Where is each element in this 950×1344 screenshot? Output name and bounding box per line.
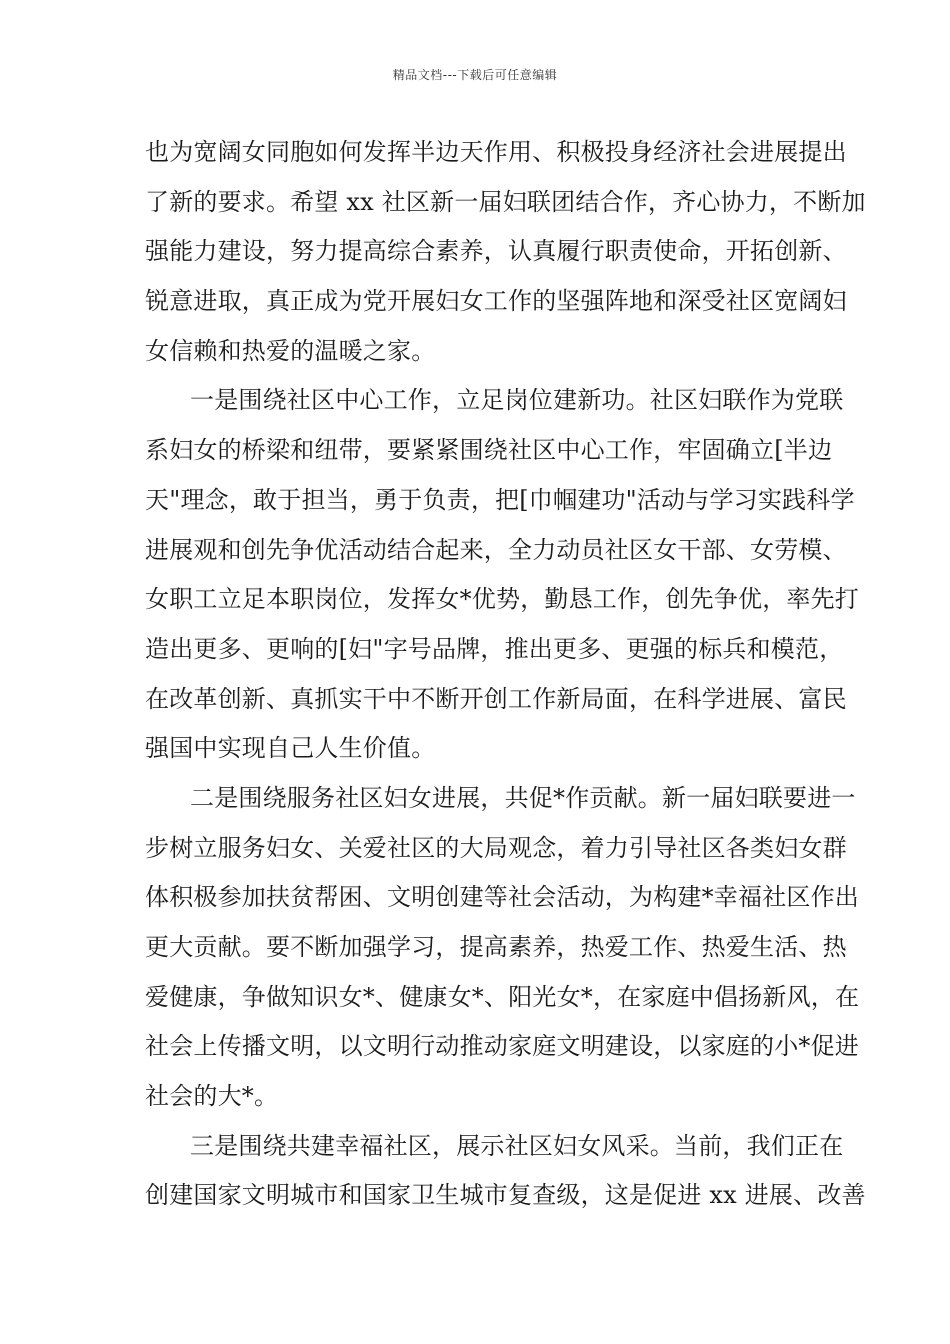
- text-line: 在改革创新、真抓实干中不断开创工作新局面，在科学进展、富民: [145, 684, 847, 713]
- text-line: 三是围绕共建幸福社区，展示社区妇女风采。当前，我们正在: [190, 1131, 844, 1160]
- text-line: 了新的要求。希望 xx 社区新一届妇联团结合作，齐心协力，不断加: [145, 187, 866, 216]
- document-body: [145, 133, 866, 1226]
- text-line: 社会上传播文明，以文明行动推动家庭文明建设，以家庭的小*促进: [145, 1032, 859, 1061]
- paragraph-3: [145, 779, 860, 1127]
- text-line: 体积极参加扶贫帮困、文明创建等社会活动，为构建*幸福社区作出: [145, 883, 859, 912]
- text-line: 更大贡献。要不断加强学习，提高素养，热爱工作、热爱生活、热: [145, 933, 847, 961]
- text-line: 步树立服务妇女、关爱社区的大局观念，着力引导社区各类妇女群: [145, 833, 847, 862]
- text-line: 女职工立足本职岗位，发挥女*优势，勤恳工作，创先争优，率先打: [145, 585, 859, 614]
- text-line: 社会的大*。: [145, 1082, 279, 1111]
- text-line: 强国中实现自己人生价值。: [145, 734, 436, 763]
- text-line: 也为宽阔女同胞如何发挥半边天作用、积极投身经济社会进展提出: [145, 138, 847, 166]
- text-line: 锐意进取，真正成为党开展妇女工作的坚强阵地和深受社区宽阔妇: [145, 287, 847, 316]
- page-header: 精品文档---下载后可任意编辑: [392, 68, 558, 82]
- text-line: 系妇女的桥梁和纽带，要紧紧围绕社区中心工作，牢固确立[半边: [145, 436, 833, 465]
- paragraph-2: [145, 381, 859, 779]
- text-line: 天"理念，敢于担当，勇于负责，把[巾帼建功"活动与学习实践科学: [145, 485, 855, 514]
- paragraph-1: [145, 133, 866, 381]
- text-line: 强能力建设，努力提高综合素养，认真履行职责使命，开拓创新、: [145, 237, 847, 266]
- text-line: 一是围绕社区中心工作，立足岗位建新功。社区妇联作为党联: [190, 386, 844, 415]
- text-line: 创建国家文明城市和国家卫生城市复查级，这是促进 xx 进展、改善: [145, 1181, 866, 1210]
- text-line: 女信赖和热爱的温暖之家。: [145, 336, 436, 365]
- text-line: 进展观和创先争优活动结合起来，全力动员社区女干部、女劳模、: [145, 535, 847, 564]
- text-line: 二是围绕服务社区妇女进展，共促*作贡献。新一届妇联要进一: [190, 783, 856, 812]
- text-line: 造出更多、更响的[妇"字号品牌，推出更多、更强的标兵和模范，: [145, 634, 844, 663]
- paragraph-4: [145, 1127, 866, 1226]
- text-line: 爱健康，争做知识女*、健康女*、阳光女*，在家庭中倡扬新风，在: [145, 982, 860, 1011]
